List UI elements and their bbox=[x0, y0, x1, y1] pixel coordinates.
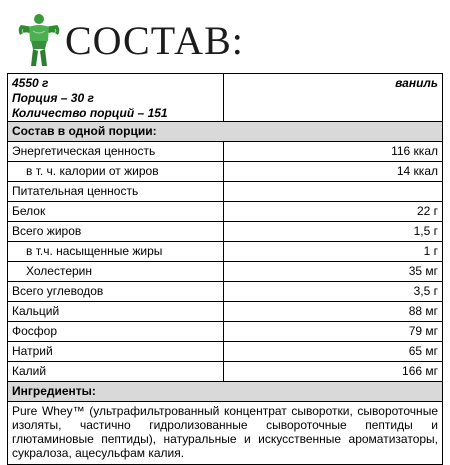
row-label: в т. ч. калории от жиров bbox=[8, 162, 224, 182]
ingredients-section-header bbox=[8, 382, 443, 402]
product-weight: 4550 г bbox=[12, 76, 49, 90]
table-row bbox=[8, 302, 443, 322]
nutrition-section-header bbox=[8, 122, 443, 142]
row-label: Энергетическая ценность bbox=[8, 142, 224, 162]
table-row bbox=[8, 362, 443, 382]
ingredients-section-title: Ингредиенты: bbox=[8, 382, 443, 402]
row-label: Фосфор bbox=[8, 322, 224, 342]
product-info-cell bbox=[8, 74, 224, 122]
nutrition-section-title: Состав в одной порции: bbox=[8, 122, 443, 142]
table-row bbox=[8, 282, 443, 302]
row-label: Калий bbox=[8, 362, 224, 382]
row-value: 166 мг bbox=[223, 362, 442, 382]
row-value: 65 мг bbox=[223, 342, 442, 362]
row-label: Белок bbox=[8, 202, 224, 222]
table-row bbox=[8, 182, 443, 202]
table-row bbox=[8, 342, 443, 362]
header-banner bbox=[7, 8, 423, 72]
row-label: Всего углеводов bbox=[8, 282, 224, 302]
table-row bbox=[8, 262, 443, 282]
table-row bbox=[8, 142, 443, 162]
row-value: 116 ккал bbox=[223, 142, 442, 162]
row-label: Натрий bbox=[8, 342, 224, 362]
row-label: Кальций bbox=[8, 302, 224, 322]
table-row bbox=[8, 162, 443, 182]
row-label: в т.ч. насыщенные жиры bbox=[8, 242, 224, 262]
composition-table bbox=[7, 73, 443, 465]
row-label: Холестерин bbox=[8, 262, 224, 282]
row-value: 88 мг bbox=[223, 302, 442, 322]
table-row bbox=[8, 202, 443, 222]
row-value: 14 ккал bbox=[223, 162, 442, 182]
row-label: Всего жиров bbox=[8, 222, 224, 242]
product-servings-count: Количество порций – 151 bbox=[12, 106, 168, 120]
table-row bbox=[8, 322, 443, 342]
row-label: Питательная ценность bbox=[8, 182, 224, 202]
row-value: 22 г bbox=[223, 202, 442, 222]
row-value: 1,5 г bbox=[223, 222, 442, 242]
product-serving: Порция – 30 г bbox=[12, 91, 94, 105]
row-value: 35 мг bbox=[223, 262, 442, 282]
table-row bbox=[8, 242, 443, 262]
ingredients-text: Pure Whey™ (ультрафильтрованный концентрат сыворотки, сывороточные изоляты, частично гидролизованные сывороточные пептиды и глютаминовые пептиды), натуральные и искусственные ароматизаторы, сукралоза, ацесульфам калия. bbox=[8, 402, 443, 465]
row-value bbox=[223, 182, 442, 202]
product-flavor: ваниль bbox=[223, 74, 442, 122]
page-title: СОСТАВ: bbox=[65, 18, 244, 63]
muscle-man-leaf-icon bbox=[15, 11, 63, 69]
ingredients-row bbox=[8, 402, 443, 465]
table-row bbox=[8, 222, 443, 242]
row-value: 3,5 г bbox=[223, 282, 442, 302]
row-value: 1 г bbox=[223, 242, 442, 262]
product-info-row bbox=[8, 74, 443, 122]
row-value: 79 мг bbox=[223, 322, 442, 342]
